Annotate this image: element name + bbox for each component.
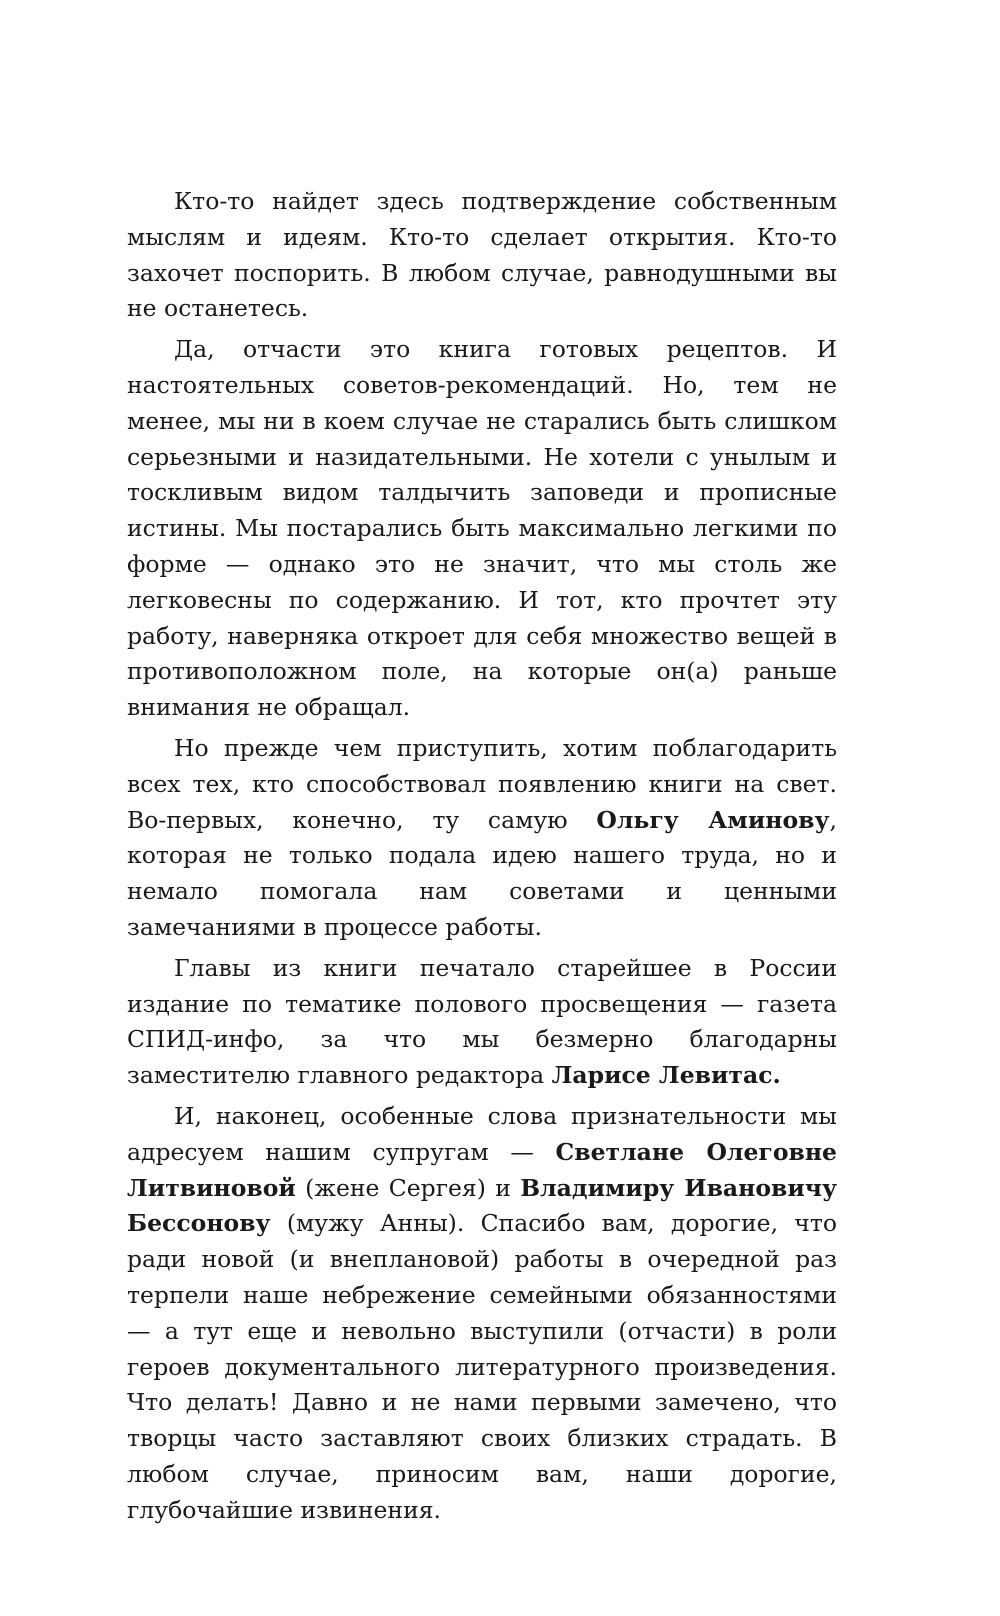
paragraph-3 xyxy=(127,731,837,946)
paragraph-text: Кто-то найдет здесь подтверждение собственным мыслям и идеям. Кто-то сделает открытия. Кто-то захочет поспорить. В любом случае, равнодушными вы не останетесь. xyxy=(127,187,837,323)
paragraph-text: , которая не только подала идею нашего труда, но и немало помогала нам советами и ценными замечаниями в процессе работы. xyxy=(127,805,837,941)
paragraph-text: Главы из книги печатало старейшее в России издание по тематике полового просвещения — газета СПИД-инфо, за что мы безмерно благодарны заместителю главного редактора xyxy=(127,953,837,1090)
paragraph-text: Да, отчасти это книга готовых рецептов. И настоятельных советов-рекомендаций. Но, тем не менее, мы ни в коем случае не старались быть слишком серьезными и назидательными. Не хотели с унылым и тоскливым видом талдычить заповеди и прописные истины. Мы постарались быть максимально легкими по форме — однако это не значит, что мы столь же легковесны по содержанию. И тот, кто прочтет эту работу, наверняка откроет для себя множество вещей в противоположном поле, на которые он(а) раньше внимания не обращал. xyxy=(127,335,837,722)
paragraph-1 xyxy=(127,184,837,327)
paragraph-5 xyxy=(127,1099,837,1529)
paragraph-text: И, наконец, особенные слова признательности мы адресуем нашим супругам — xyxy=(127,1101,837,1166)
paragraph-text: (мужу Анны). Спасибо вам, дорогие, что ради новой (и внеплановой) работы в очередной раз терпели наше небрежение семейными обязанностями — а тут еще и невольно выступили (отчасти) в роли героев документального литературного произведения. Что делать! Давно и не нами первыми замечено, что творцы часто заставляют своих близких страдать. В любом случае, приносим вам, наши дорогие, глубочайшие извинения. xyxy=(127,1209,837,1524)
bold-name: Светлане Олеговне Литвиновой xyxy=(127,1137,837,1202)
bold-name: Ларисе Левитас. xyxy=(551,1061,781,1090)
paragraph-text: Но прежде чем приступить, хотим поблагодарить всех тех, кто способствовал появлению книги на свет. Во-первых, конечно, ту самую xyxy=(127,733,837,834)
paragraph-4 xyxy=(127,951,837,1094)
bold-name: Ольгу Аминову xyxy=(596,805,830,834)
paragraph-2 xyxy=(127,332,837,726)
bold-name: Владимиру Ивановичу Бессонову xyxy=(127,1173,837,1238)
paragraph-text: (жене Сергея) и xyxy=(295,1173,521,1202)
body-text xyxy=(127,184,837,1533)
